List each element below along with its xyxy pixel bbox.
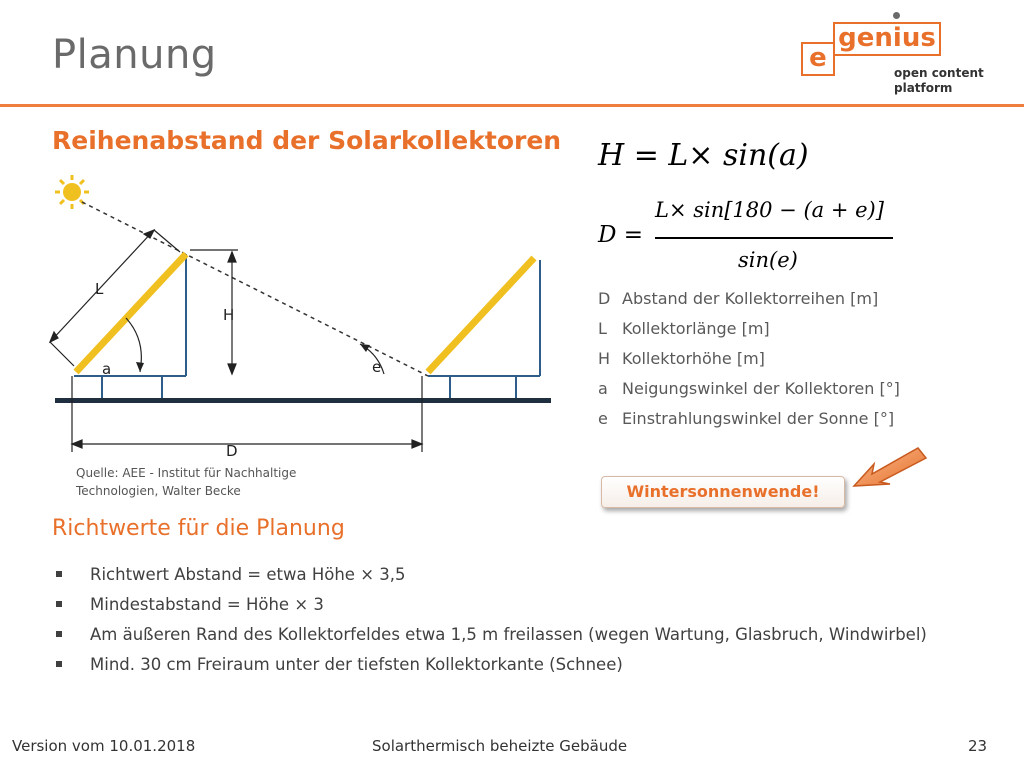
logo-genius: genius <box>833 22 941 56</box>
sun-ray <box>82 202 428 376</box>
legend-item <box>598 404 900 434</box>
logo-e: e <box>801 42 835 76</box>
logo-dot <box>893 12 900 19</box>
legend-text: Kollektorhöhe [m] <box>622 349 765 368</box>
legend-key: a <box>598 379 608 398</box>
logo-tagline-line1: open content <box>894 66 984 80</box>
label-L: L <box>95 280 104 298</box>
section-title: Reihenabstand der Solarkollektoren <box>52 126 562 155</box>
legend-key: D <box>598 289 611 308</box>
label-a: a <box>102 360 112 378</box>
variable-legend <box>598 284 900 434</box>
dimension-L <box>50 230 180 366</box>
slide-title: Planung <box>52 32 217 78</box>
list-item: Mind. 30 cm Freiraum unter der tiefsten Kollektorkante (Schnee) <box>54 650 984 680</box>
list-item: Mindestabstand = Höhe × 3 <box>54 590 984 620</box>
legend-item <box>598 374 900 404</box>
formula-height: H = L× sin(a) <box>598 138 809 173</box>
legend-key: H <box>598 349 611 368</box>
legend-item <box>598 284 900 314</box>
logo-tagline <box>894 66 984 96</box>
source-line1: Quelle: AEE - Institut für Nachhaltige <box>76 466 297 480</box>
formula-distance-lhs: D = <box>598 222 644 248</box>
legend-key: e <box>598 409 608 428</box>
guideline-list <box>54 560 984 680</box>
source-line2: Technologien, Walter Becke <box>76 484 241 498</box>
label-H: H <box>223 306 235 324</box>
label-e: e <box>372 358 382 376</box>
dimension-D <box>72 376 422 452</box>
list-item: Am äußeren Rand des Kollektorfeldes etwa 1,5 m freilassen (wegen Wartung, Glasbruch, Windwirbel) <box>54 620 984 650</box>
subsection-title: Richtwerte für die Planung <box>52 516 345 541</box>
logo-tagline-line2: platform <box>894 81 953 95</box>
footer-title: Solarthermisch beheizte Gebäude <box>372 737 628 755</box>
legend-text: Neigungswinkel der Kollektoren [°] <box>622 379 900 398</box>
ground-line <box>55 398 551 403</box>
legend-item <box>598 314 900 344</box>
image-source <box>76 464 296 500</box>
formula-distance-numerator: L× sin[180 − (a + e)] <box>655 198 884 222</box>
legend-key: L <box>598 319 607 338</box>
collector-frame-2 <box>428 260 540 398</box>
collector-panel-2 <box>428 258 534 372</box>
fraction-bar <box>655 237 893 239</box>
collector-panel-1 <box>76 254 186 372</box>
legend-item <box>598 344 900 374</box>
label-D: D <box>226 442 238 460</box>
wintersonnenwende-button[interactable]: Wintersonnenwende! <box>601 476 845 508</box>
pointer-arrow-icon <box>850 440 930 502</box>
legend-text: Kollektorlänge [m] <box>622 319 770 338</box>
collector-diagram <box>0 0 600 470</box>
legend-text: Abstand der Kollektorreihen [m] <box>622 289 879 308</box>
formula-distance-denominator: sin(e) <box>738 248 798 272</box>
footer-version: Version vom 10.01.2018 <box>12 737 196 755</box>
page-number: 23 <box>968 737 988 755</box>
list-item: Richtwert Abstand = etwa Höhe × 3,5 <box>54 560 984 590</box>
sun-icon <box>55 175 89 209</box>
legend-text: Einstrahlungswinkel der Sonne [°] <box>622 409 895 428</box>
